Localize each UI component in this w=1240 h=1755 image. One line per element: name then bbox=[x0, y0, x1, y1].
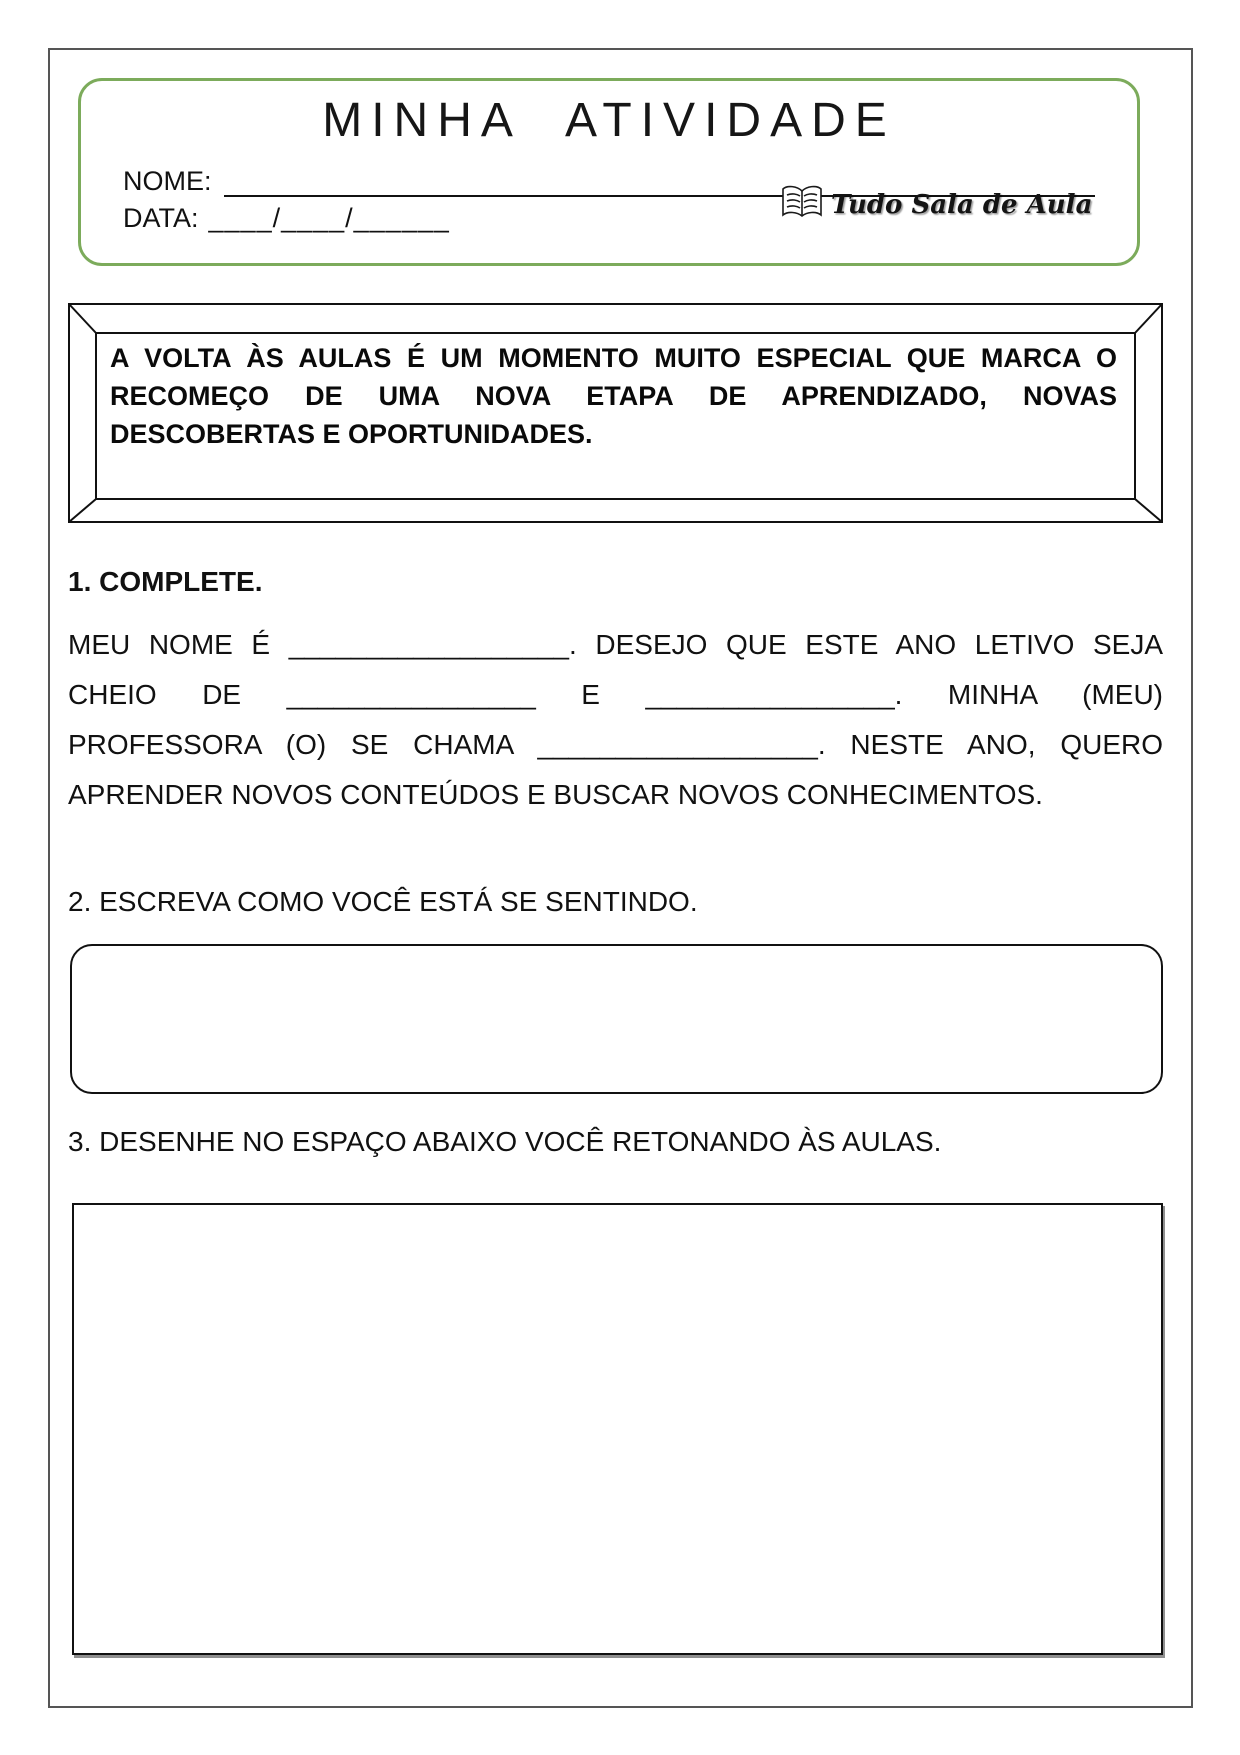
section3-heading: 3. DESENHE NO ESPAÇO ABAIXO VOCÊ RETONANDO ÀS AULAS. bbox=[68, 1126, 942, 1157]
intro-line-1: A VOLTA ÀS AULAS É UM MOMENTO MUITO ESPECIAL QUE MARCA O bbox=[110, 343, 1117, 373]
paragraph-line-2: CHEIO DE ________________ E ________________. MINHA (MEU) bbox=[68, 679, 1163, 710]
paragraph-line-3: PROFESSORA (O) SE CHAMA __________________. NESTE ANO, QUERO bbox=[68, 729, 1163, 760]
intro-line-2: RECOMEÇO DE UMA NOVA ETAPA DE APRENDIZADO, NOVAS bbox=[110, 381, 1117, 411]
section1-heading: 1. COMPLETE. bbox=[68, 566, 263, 597]
name-label: NOME: bbox=[123, 166, 212, 196]
date-label: DATA: bbox=[123, 203, 199, 233]
intro-frame-3d bbox=[68, 303, 1163, 523]
intro-message bbox=[110, 339, 1117, 453]
page-title: MINHA ATIVIDADE bbox=[322, 94, 896, 147]
logo-text: Tudo Sala de Aula bbox=[831, 189, 1093, 220]
date-row bbox=[123, 203, 450, 234]
logo bbox=[779, 183, 1092, 226]
drawing-area-box[interactable] bbox=[72, 1203, 1163, 1655]
date-input-blanks[interactable]: ____/____/______ bbox=[208, 203, 450, 233]
paragraph-line-4: APRENDER NOVOS CONTEÚDOS E BUSCAR NOVOS CONHECIMENTOS. bbox=[68, 779, 1043, 810]
section2-heading: 2. ESCREVA COMO VOCÊ ESTÁ SE SENTINDO. bbox=[68, 886, 698, 917]
intro-line-3: DESCOBERTAS E OPORTUNIDADES. bbox=[110, 419, 593, 449]
feelings-answer-box[interactable] bbox=[70, 944, 1163, 1094]
paragraph-line-1: MEU NOME É __________________. DESEJO QUE ESTE ANO LETIVO SEJA bbox=[68, 629, 1163, 660]
header-box bbox=[78, 78, 1140, 266]
section1-fill-in-paragraph bbox=[68, 620, 1163, 820]
open-book-icon bbox=[779, 183, 825, 226]
